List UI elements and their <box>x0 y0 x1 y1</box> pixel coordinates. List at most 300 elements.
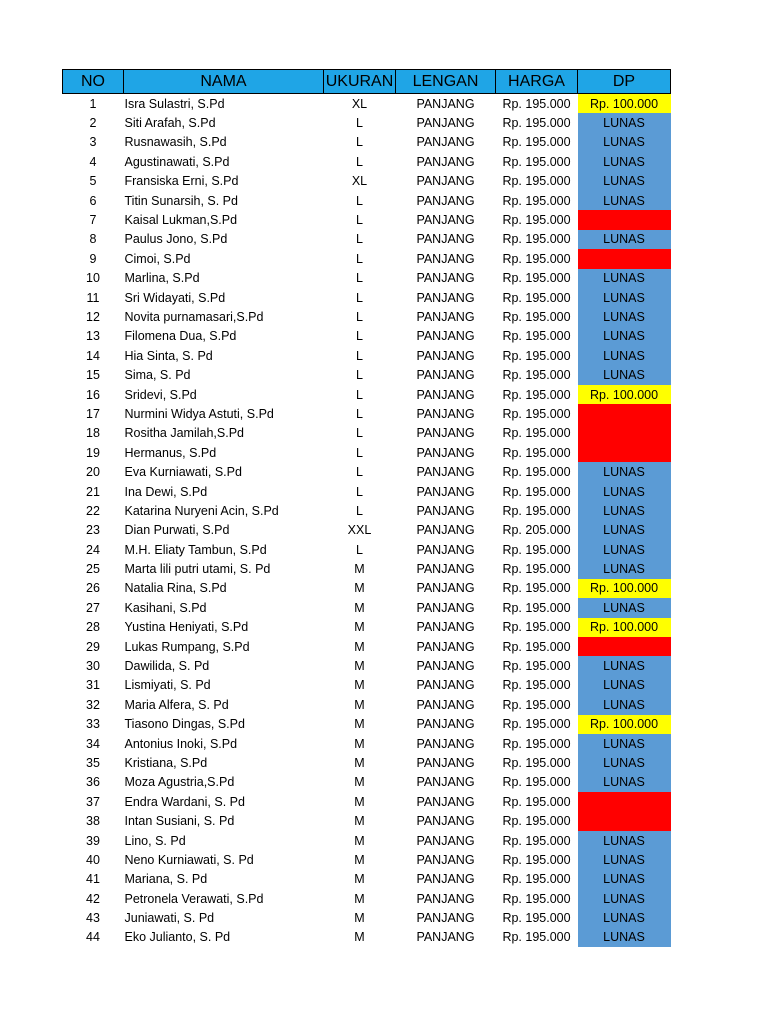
cell-no[interactable]: 39 <box>86 833 100 848</box>
cell-lengan[interactable]: PANJANG <box>416 523 475 538</box>
cell-lengan[interactable]: PANJANG <box>416 309 475 324</box>
cell-harga[interactable]: Rp. 195.000 <box>502 503 571 518</box>
cell-dp[interactable] <box>578 424 671 443</box>
cell-dp[interactable]: LUNAS <box>578 521 671 540</box>
cell-dp[interactable]: LUNAS <box>578 870 671 889</box>
cell-ukuran[interactable]: L <box>356 368 363 383</box>
cell-lengan[interactable]: PANJANG <box>416 717 475 732</box>
cell-nama[interactable]: Endra Wardani, S. Pd <box>124 794 245 809</box>
cell-lengan[interactable]: PANJANG <box>416 581 475 596</box>
cell-harga[interactable]: Rp. 195.000 <box>502 426 571 441</box>
cell-ukuran[interactable]: M <box>354 794 365 809</box>
cell-harga[interactable]: Rp. 195.000 <box>502 562 571 577</box>
cell-no[interactable]: 12 <box>86 309 100 324</box>
cell-lengan[interactable]: PANJANG <box>416 213 475 228</box>
cell-lengan[interactable]: PANJANG <box>416 329 475 344</box>
cell-ukuran[interactable]: M <box>354 581 365 596</box>
cell-no[interactable]: 9 <box>89 251 97 266</box>
cell-dp[interactable]: LUNAS <box>578 172 671 191</box>
cell-nama[interactable]: Neno Kurniawati, S. Pd <box>124 852 254 867</box>
cell-no[interactable]: 33 <box>86 717 100 732</box>
cell-harga[interactable]: Rp. 195.000 <box>502 659 571 674</box>
cell-dp[interactable]: LUNAS <box>578 269 671 288</box>
table-row <box>63 559 671 578</box>
cell-dp[interactable]: Rp. 100.000 <box>578 385 671 404</box>
cell-no[interactable]: 7 <box>89 213 97 228</box>
cell-harga[interactable]: Rp. 195.000 <box>502 833 571 848</box>
cell-lengan[interactable]: PANJANG <box>416 135 475 150</box>
cell-nama[interactable]: Filomena Dua, S.Pd <box>124 329 237 344</box>
cell-no[interactable]: 26 <box>86 581 100 596</box>
cell-lengan[interactable]: PANJANG <box>416 833 475 848</box>
cell-lengan[interactable]: PANJANG <box>416 96 475 111</box>
cell-harga[interactable]: Rp. 195.000 <box>502 872 571 887</box>
cell-ukuran[interactable]: L <box>356 406 363 421</box>
cell-no[interactable]: 38 <box>86 814 100 829</box>
cell-nama[interactable]: Sridevi, S.Pd <box>124 387 197 402</box>
cell-no[interactable]: 36 <box>86 775 100 790</box>
cell-nama[interactable]: M.H. Eliaty Tambun, S.Pd <box>124 542 267 557</box>
cell-dp[interactable]: LUNAS <box>578 889 671 908</box>
table-row <box>63 889 671 908</box>
cell-nama[interactable]: Kristiana, S.Pd <box>124 755 208 770</box>
cell-lengan[interactable]: PANJANG <box>416 542 475 557</box>
cell-ukuran[interactable]: M <box>354 872 365 887</box>
cell-no[interactable]: 24 <box>86 542 100 557</box>
cell-dp[interactable]: Rp. 100.000 <box>578 618 671 637</box>
cell-lengan[interactable]: PANJANG <box>416 193 475 208</box>
cell-ukuran[interactable]: M <box>354 620 365 635</box>
cell-harga[interactable]: Rp. 195.000 <box>502 678 571 693</box>
cell-lengan[interactable]: PANJANG <box>416 775 475 790</box>
cell-nama[interactable]: Hermanus, S.Pd <box>124 445 217 460</box>
header-dp[interactable]: DP <box>578 70 671 94</box>
cell-no[interactable]: 18 <box>86 426 100 441</box>
cell-no[interactable]: 19 <box>86 445 100 460</box>
cell-nama[interactable]: Moza Agustria,S.Pd <box>124 775 235 790</box>
cell-nama[interactable]: Siti Arafah, S.Pd <box>124 116 216 131</box>
cell-harga[interactable]: Rp. 195.000 <box>502 406 571 421</box>
table-row <box>63 404 671 423</box>
cell-lengan[interactable]: PANJANG <box>416 445 475 460</box>
cell-no[interactable]: 6 <box>89 193 97 208</box>
header-no[interactable]: NO <box>63 70 124 94</box>
cell-no[interactable]: 27 <box>86 600 100 615</box>
cell-lengan[interactable]: PANJANG <box>416 116 475 131</box>
table-row <box>63 908 671 927</box>
cell-no[interactable]: 35 <box>86 755 100 770</box>
table-row <box>63 695 671 714</box>
cell-no[interactable]: 41 <box>86 872 100 887</box>
cell-dp[interactable]: Rp. 100.000 <box>578 715 671 734</box>
cell-ukuran[interactable]: L <box>356 116 363 131</box>
table-row <box>63 385 671 404</box>
cell-lengan[interactable]: PANJANG <box>416 271 475 286</box>
cell-nama[interactable]: Juniawati, S. Pd <box>124 911 215 926</box>
cell-ukuran[interactable]: M <box>354 930 365 945</box>
cell-harga[interactable]: Rp. 195.000 <box>502 484 571 499</box>
cell-lengan[interactable]: PANJANG <box>416 465 475 480</box>
table-row <box>63 850 671 869</box>
cell-harga[interactable]: Rp. 195.000 <box>502 852 571 867</box>
cell-dp[interactable]: LUNAS <box>578 908 671 927</box>
cell-dp[interactable]: LUNAS <box>578 734 671 753</box>
cell-no[interactable]: 32 <box>86 697 100 712</box>
cell-ukuran[interactable]: L <box>356 445 363 460</box>
cell-lengan[interactable]: PANJANG <box>416 174 475 189</box>
cell-nama[interactable]: Tiasono Dingas, S.Pd <box>124 717 245 732</box>
cell-ukuran[interactable]: M <box>354 717 365 732</box>
table-row <box>63 424 671 443</box>
cell-ukuran[interactable]: M <box>354 852 365 867</box>
cell-dp[interactable]: LUNAS <box>578 598 671 617</box>
cell-harga[interactable]: Rp. 195.000 <box>502 620 571 635</box>
cell-no[interactable]: 34 <box>86 736 100 751</box>
cell-no[interactable]: 4 <box>89 154 97 169</box>
table-row <box>63 230 671 249</box>
cell-no[interactable]: 37 <box>86 794 100 809</box>
cell-nama[interactable]: Eva Kurniawati, S.Pd <box>124 465 242 480</box>
cell-nama[interactable]: Lukas Rumpang, S.Pd <box>124 639 250 654</box>
table-row <box>63 210 671 229</box>
cell-dp[interactable]: LUNAS <box>578 773 671 792</box>
cell-dp[interactable] <box>578 249 671 268</box>
cell-ukuran[interactable]: L <box>356 251 363 266</box>
cell-lengan[interactable]: PANJANG <box>416 891 475 906</box>
cell-no[interactable]: 17 <box>86 406 100 421</box>
cell-nama[interactable]: Lismiyati, S. Pd <box>124 678 211 693</box>
cell-nama[interactable]: Fransiska Erni, S.Pd <box>124 174 239 189</box>
cell-nama[interactable]: Kaisal Lukman,S.Pd <box>124 213 238 228</box>
cell-nama[interactable]: Sri Widayati, S.Pd <box>124 290 226 305</box>
cell-no[interactable]: 8 <box>89 232 97 247</box>
cell-ukuran[interactable]: L <box>356 154 363 169</box>
cell-no[interactable]: 15 <box>86 368 100 383</box>
cell-harga[interactable]: Rp. 195.000 <box>502 697 571 712</box>
cell-harga[interactable]: Rp. 195.000 <box>502 755 571 770</box>
cell-nama[interactable]: Isra Sulastri, S.Pd <box>124 96 225 111</box>
cell-nama[interactable]: Yustina Heniyati, S.Pd <box>124 620 249 635</box>
cell-lengan[interactable]: PANJANG <box>416 852 475 867</box>
cell-nama[interactable]: Sima, S. Pd <box>124 368 191 383</box>
cell-dp[interactable] <box>578 811 671 830</box>
table-row <box>63 249 671 268</box>
cell-lengan[interactable]: PANJANG <box>416 251 475 266</box>
cell-nama[interactable]: Dawilida, S. Pd <box>124 659 210 674</box>
cell-harga[interactable]: Rp. 195.000 <box>502 193 571 208</box>
cell-dp[interactable]: Rp. 100.000 <box>578 579 671 598</box>
cell-ukuran[interactable]: L <box>356 329 363 344</box>
cell-lengan[interactable]: PANJANG <box>416 154 475 169</box>
cell-no[interactable]: 30 <box>86 659 100 674</box>
cell-dp[interactable]: LUNAS <box>578 230 671 249</box>
cell-harga[interactable]: Rp. 195.000 <box>502 736 571 751</box>
table-row <box>63 443 671 462</box>
cell-lengan[interactable]: PANJANG <box>416 232 475 247</box>
cell-nama[interactable]: Maria Alfera, S. Pd <box>124 697 229 712</box>
table-row <box>63 288 671 307</box>
cell-dp[interactable]: LUNAS <box>578 540 671 559</box>
cell-nama[interactable]: Rusnawasih, S.Pd <box>124 135 227 150</box>
cell-nama[interactable]: Marta lili putri utami, S. Pd <box>124 562 271 577</box>
cell-harga[interactable]: Rp. 195.000 <box>502 794 571 809</box>
cell-nama[interactable]: Ina Dewi, S.Pd <box>124 484 208 499</box>
cell-lengan[interactable]: PANJANG <box>416 620 475 635</box>
cell-dp[interactable]: LUNAS <box>578 482 671 501</box>
cell-no[interactable]: 1 <box>89 96 97 111</box>
cell-lengan[interactable]: PANJANG <box>416 697 475 712</box>
table-row <box>63 618 671 637</box>
table-row <box>63 773 671 792</box>
cell-dp[interactable]: Rp. 100.000 <box>578 94 671 114</box>
cell-no[interactable]: 14 <box>86 348 100 363</box>
cell-harga[interactable]: Rp. 195.000 <box>502 387 571 402</box>
cell-dp[interactable]: LUNAS <box>578 695 671 714</box>
cell-ukuran[interactable]: L <box>356 465 363 480</box>
cell-ukuran[interactable]: M <box>354 639 365 654</box>
cell-harga[interactable]: Rp. 195.000 <box>502 232 571 247</box>
cell-harga[interactable]: Rp. 195.000 <box>502 329 571 344</box>
cell-ukuran[interactable]: XL <box>351 174 368 189</box>
cell-harga[interactable]: Rp. 195.000 <box>502 639 571 654</box>
cell-lengan[interactable]: PANJANG <box>416 794 475 809</box>
cell-ukuran[interactable]: M <box>354 562 365 577</box>
cell-harga[interactable]: Rp. 195.000 <box>502 542 571 557</box>
cell-ukuran[interactable]: M <box>354 678 365 693</box>
cell-ukuran[interactable]: L <box>356 271 363 286</box>
cell-lengan[interactable]: PANJANG <box>416 503 475 518</box>
cell-dp[interactable]: LUNAS <box>578 850 671 869</box>
cell-dp[interactable] <box>578 637 671 656</box>
cell-ukuran[interactable]: L <box>356 290 363 305</box>
cell-no[interactable]: 23 <box>86 523 100 538</box>
cell-no[interactable]: 11 <box>86 290 100 305</box>
cell-nama[interactable]: Natalia Rina, S.Pd <box>124 581 227 596</box>
cell-harga[interactable]: Rp. 195.000 <box>502 581 571 596</box>
cell-lengan[interactable]: PANJANG <box>416 348 475 363</box>
cell-dp[interactable]: LUNAS <box>578 753 671 772</box>
cell-nama[interactable]: Hia Sinta, S. Pd <box>124 348 213 363</box>
cell-harga[interactable]: Rp. 195.000 <box>502 775 571 790</box>
cell-harga[interactable]: Rp. 205.000 <box>502 523 571 538</box>
cell-nama[interactable]: Intan Susiani, S. Pd <box>124 814 235 829</box>
cell-harga[interactable]: Rp. 195.000 <box>502 368 571 383</box>
table-row <box>63 637 671 656</box>
cell-ukuran[interactable]: M <box>354 814 365 829</box>
cell-nama[interactable]: Nurmini Widya Astuti, S.Pd <box>124 406 274 421</box>
cell-dp[interactable]: LUNAS <box>578 656 671 675</box>
cell-dp[interactable]: LUNAS <box>578 133 671 152</box>
cell-ukuran[interactable]: M <box>354 911 365 926</box>
cell-nama[interactable]: Mariana, S. Pd <box>124 872 208 887</box>
cell-ukuran[interactable]: L <box>356 193 363 208</box>
cell-no[interactable]: 21 <box>86 484 100 499</box>
cell-dp[interactable]: LUNAS <box>578 559 671 578</box>
header-harga[interactable]: HARGA <box>496 70 578 94</box>
cell-nama[interactable]: Eko Julianto, S. Pd <box>124 930 231 945</box>
cell-ukuran[interactable]: L <box>356 503 363 518</box>
cell-harga[interactable]: Rp. 195.000 <box>502 174 571 189</box>
table-row <box>63 792 671 811</box>
cell-dp[interactable] <box>578 404 671 423</box>
cell-no[interactable]: 42 <box>86 891 100 906</box>
cell-nama[interactable]: Rositha Jamilah,S.Pd <box>124 426 245 441</box>
cell-no[interactable]: 2 <box>89 116 97 131</box>
cell-no[interactable]: 3 <box>89 135 97 150</box>
cell-ukuran[interactable]: M <box>354 891 365 906</box>
cell-dp[interactable]: LUNAS <box>578 152 671 171</box>
cell-harga[interactable]: Rp. 195.000 <box>502 717 571 732</box>
cell-harga[interactable]: Rp. 195.000 <box>502 135 571 150</box>
cell-ukuran[interactable]: M <box>354 833 365 848</box>
cell-lengan[interactable]: PANJANG <box>416 290 475 305</box>
table-row <box>63 113 671 132</box>
cell-dp[interactable]: LUNAS <box>578 462 671 481</box>
cell-nama[interactable]: Lino, S. Pd <box>124 833 186 848</box>
cell-ukuran[interactable]: M <box>354 775 365 790</box>
cell-dp[interactable]: LUNAS <box>578 327 671 346</box>
cell-no[interactable]: 13 <box>86 329 100 344</box>
cell-harga[interactable]: Rp. 195.000 <box>502 154 571 169</box>
cell-dp[interactable] <box>578 443 671 462</box>
cell-no[interactable]: 29 <box>86 639 100 654</box>
table-row <box>63 327 671 346</box>
cell-ukuran[interactable]: M <box>354 736 365 751</box>
cell-dp[interactable] <box>578 792 671 811</box>
cell-lengan[interactable]: PANJANG <box>416 736 475 751</box>
table-row <box>63 482 671 501</box>
cell-harga[interactable]: Rp. 195.000 <box>502 271 571 286</box>
cell-lengan[interactable]: PANJANG <box>416 426 475 441</box>
cell-harga[interactable]: Rp. 195.000 <box>502 891 571 906</box>
table-row <box>63 734 671 753</box>
cell-ukuran[interactable]: XL <box>351 96 368 111</box>
cell-dp[interactable]: LUNAS <box>578 288 671 307</box>
table-row <box>63 521 671 540</box>
cell-ukuran[interactable]: L <box>356 232 363 247</box>
cell-lengan[interactable]: PANJANG <box>416 872 475 887</box>
cell-lengan[interactable]: PANJANG <box>416 659 475 674</box>
header-lengan[interactable]: LENGAN <box>396 70 496 94</box>
cell-no[interactable]: 22 <box>86 503 100 518</box>
cell-harga[interactable]: Rp. 195.000 <box>502 348 571 363</box>
cell-nama[interactable]: Katarina Nuryeni Acin, S.Pd <box>124 503 279 518</box>
cell-harga[interactable]: Rp. 195.000 <box>502 814 571 829</box>
cell-no[interactable]: 28 <box>86 620 100 635</box>
table-row <box>63 307 671 326</box>
cell-ukuran[interactable]: L <box>356 426 363 441</box>
cell-no[interactable]: 44 <box>86 930 100 945</box>
cell-ukuran[interactable]: M <box>354 600 365 615</box>
cell-no[interactable]: 20 <box>86 465 100 480</box>
cell-lengan[interactable]: PANJANG <box>416 562 475 577</box>
cell-nama[interactable]: Titin Sunarsih, S. Pd <box>124 193 238 208</box>
cell-nama[interactable]: Dian Purwati, S.Pd <box>124 523 230 538</box>
cell-lengan[interactable]: PANJANG <box>416 911 475 926</box>
cell-dp[interactable] <box>578 210 671 229</box>
cell-dp[interactable]: LUNAS <box>578 831 671 850</box>
cell-ukuran[interactable]: L <box>356 309 363 324</box>
cell-no[interactable]: 40 <box>86 852 100 867</box>
cell-nama[interactable]: Kasihani, S.Pd <box>124 600 207 615</box>
cell-ukuran[interactable]: L <box>356 213 363 228</box>
cell-lengan[interactable]: PANJANG <box>416 814 475 829</box>
cell-dp[interactable]: LUNAS <box>578 928 671 947</box>
cell-dp[interactable]: LUNAS <box>578 346 671 365</box>
cell-nama[interactable]: Agustinawati, S.Pd <box>124 154 230 169</box>
cell-dp[interactable]: LUNAS <box>578 365 671 384</box>
cell-dp[interactable]: LUNAS <box>578 191 671 210</box>
cell-dp[interactable]: LUNAS <box>578 307 671 326</box>
cell-ukuran[interactable]: XXL <box>347 523 372 538</box>
cell-harga[interactable]: Rp. 195.000 <box>502 251 571 266</box>
cell-no[interactable]: 25 <box>86 562 100 577</box>
cell-harga[interactable]: Rp. 195.000 <box>502 465 571 480</box>
cell-harga[interactable]: Rp. 195.000 <box>502 213 571 228</box>
cell-ukuran[interactable]: L <box>356 484 363 499</box>
cell-ukuran[interactable]: L <box>356 135 363 150</box>
table-row <box>63 811 671 830</box>
cell-harga[interactable]: Rp. 195.000 <box>502 445 571 460</box>
cell-no[interactable]: 16 <box>86 387 100 402</box>
cell-harga[interactable]: Rp. 195.000 <box>502 96 571 111</box>
cell-nama[interactable]: Marlina, S.Pd <box>124 271 200 286</box>
table-row <box>63 365 671 384</box>
cell-no[interactable]: 43 <box>86 911 100 926</box>
cell-harga[interactable]: Rp. 195.000 <box>502 116 571 131</box>
cell-nama[interactable]: Paulus Jono, S.Pd <box>124 232 228 247</box>
cell-lengan[interactable]: PANJANG <box>416 930 475 945</box>
cell-lengan[interactable]: PANJANG <box>416 406 475 421</box>
cell-harga[interactable]: Rp. 195.000 <box>502 911 571 926</box>
cell-lengan[interactable]: PANJANG <box>416 678 475 693</box>
cell-nama[interactable]: Cimoi, S.Pd <box>124 251 191 266</box>
cell-no[interactable]: 10 <box>86 271 100 286</box>
cell-lengan[interactable]: PANJANG <box>416 368 475 383</box>
cell-nama[interactable]: Novita purnamasari,S.Pd <box>124 309 264 324</box>
cell-harga[interactable]: Rp. 195.000 <box>502 930 571 945</box>
cell-harga[interactable]: Rp. 195.000 <box>502 290 571 305</box>
cell-ukuran[interactable]: M <box>354 659 365 674</box>
cell-dp[interactable]: LUNAS <box>578 501 671 520</box>
table-row <box>63 753 671 772</box>
cell-ukuran[interactable]: M <box>354 755 365 770</box>
cell-harga[interactable]: Rp. 195.000 <box>502 309 571 324</box>
cell-ukuran[interactable]: L <box>356 348 363 363</box>
cell-harga[interactable]: Rp. 195.000 <box>502 600 571 615</box>
header-row <box>63 70 671 94</box>
header-nama[interactable]: NAMA <box>124 70 324 94</box>
cell-lengan[interactable]: PANJANG <box>416 755 475 770</box>
cell-ukuran[interactable]: M <box>354 697 365 712</box>
cell-dp[interactable]: LUNAS <box>578 676 671 695</box>
header-ukuran[interactable]: UKURAN <box>324 70 396 94</box>
cell-lengan[interactable]: PANJANG <box>416 387 475 402</box>
table-row <box>63 540 671 559</box>
cell-dp[interactable]: LUNAS <box>578 113 671 132</box>
cell-ukuran[interactable]: L <box>356 387 363 402</box>
table-row <box>63 870 671 889</box>
cell-lengan[interactable]: PANJANG <box>416 484 475 499</box>
cell-no[interactable]: 31 <box>86 678 100 693</box>
cell-lengan[interactable]: PANJANG <box>416 600 475 615</box>
cell-nama[interactable]: Antonius Inoki, S.Pd <box>124 736 238 751</box>
cell-nama[interactable]: Petronela Verawati, S.Pd <box>124 891 264 906</box>
cell-lengan[interactable]: PANJANG <box>416 639 475 654</box>
cell-ukuran[interactable]: L <box>356 542 363 557</box>
table-row <box>63 715 671 734</box>
cell-no[interactable]: 5 <box>89 174 97 189</box>
